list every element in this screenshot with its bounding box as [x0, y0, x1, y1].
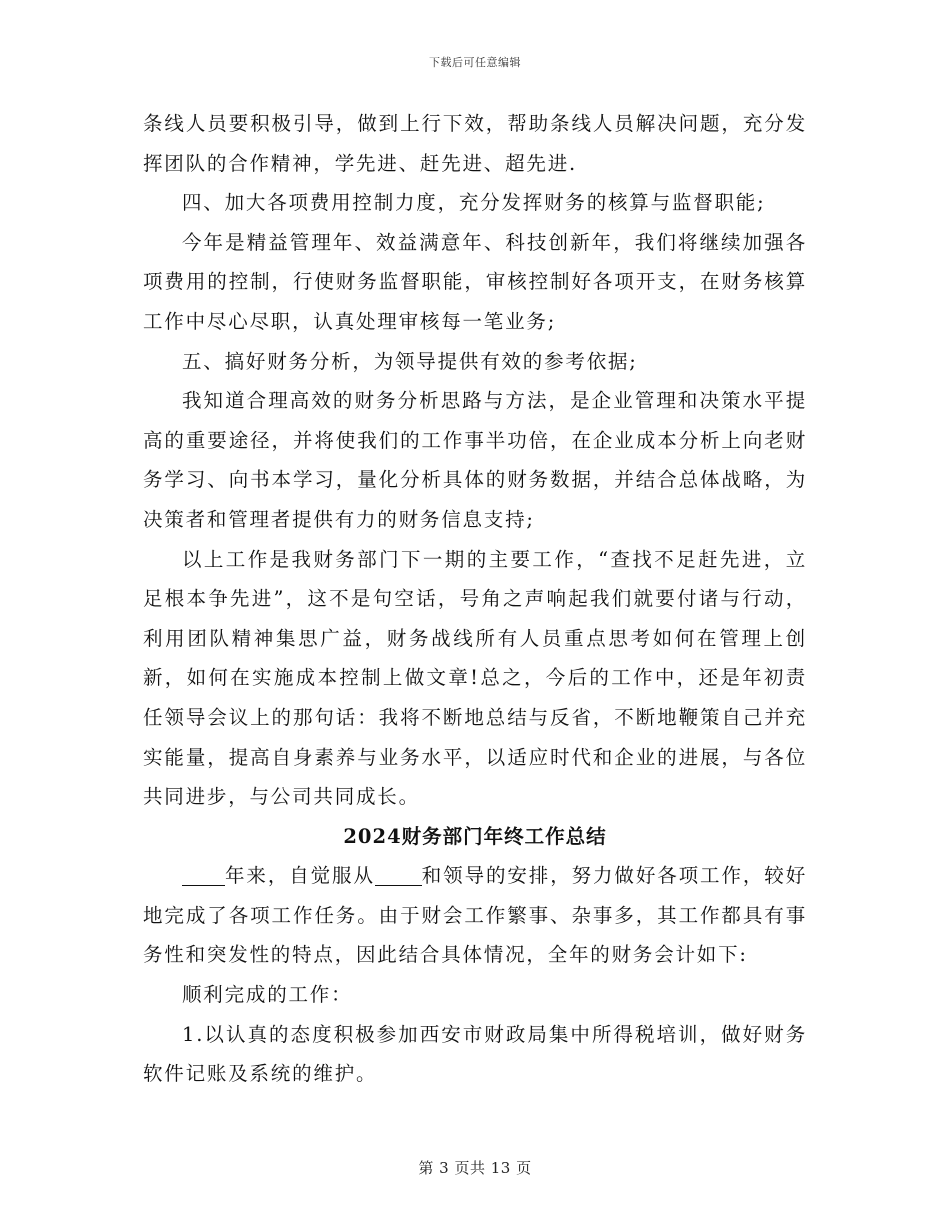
page-header: 下载后可任意编辑 [429, 56, 521, 69]
section-heading-cost-control: 四、加大各项费用控制力度，充分发挥财务的核算与监督职能; [182, 191, 766, 215]
paragraph-completed-work-heading: 顺利完成的工作： [182, 983, 353, 1007]
document-title: 2024财务部门年终工作总结 [343, 824, 607, 848]
paragraph-team-guidance: 条线人员要积极引导，做到上行下效，帮助条线人员解决问题，充分发挥团队的合作精神，学先进、赶先进、超先进. [143, 112, 807, 175]
intro-text-part-1: 年来，自觉服从 [224, 864, 375, 888]
section-heading-financial-analysis: 五、搞好财务分析，为领导提供有效的参考依据; [182, 349, 638, 373]
intro-text-part-2: 和领导的安排，努力做好各项工作，较好地完成了各项工作任务。由于财会工作繁事、杂事多，其工作都具有事务性和突发性的特点，因此结合具体情况，全年的财务会计如下: [143, 864, 807, 967]
paragraph-conclusion: 以上工作是我财务部门下一期的主要工作，“查找不足赶先进，立足根本争先进”，这不是句空话，号角之声响起我们就要付诸与行动，利用团队精神集思广益，财务战线所有人员重点思考如何在管理上创新，如何在实施成本控制上做文章!总之，今后的工作中，还是年初责任领导会议上的那句话：我将不断地总结与反省，不断地鞭策自己并充实能量，提高自身素养与业务水平，以适应时代和企业的进展，与各位共同进步，与公司共同成长。 [143, 547, 807, 809]
paragraph-financial-analysis: 我知道合理高效的财务分析思路与方法，是企业管理和决策水平提高的重要途径，并将使我们的工作事半功倍，在企业成本分析上向老财务学习、向书本学习，量化分析具体的财务数据，并结合总体战略，为决策者和管理者提供有力的财务信息支持; [143, 389, 807, 531]
document-body [143, 104, 807, 1094]
blank-underline [375, 866, 422, 887]
page-footer: 第 3 页共 13 页 [418, 1159, 532, 1177]
paragraph-item-1: 1.以认真的态度积极参加西安市财政局集中所得税培训，做好财务软件记账及系统的维护。 [143, 1022, 807, 1086]
blank-underline [182, 866, 225, 887]
paragraph-cost-control: 今年是精益管理年、效益满意年、科技创新年，我们将继续加强各项费用的控制，行使财务监督职能，审核控制好各项开支，在财务核算工作中尽心尽职，认真处理审核每一笔业务; [143, 230, 807, 333]
paragraph-intro [143, 856, 807, 975]
